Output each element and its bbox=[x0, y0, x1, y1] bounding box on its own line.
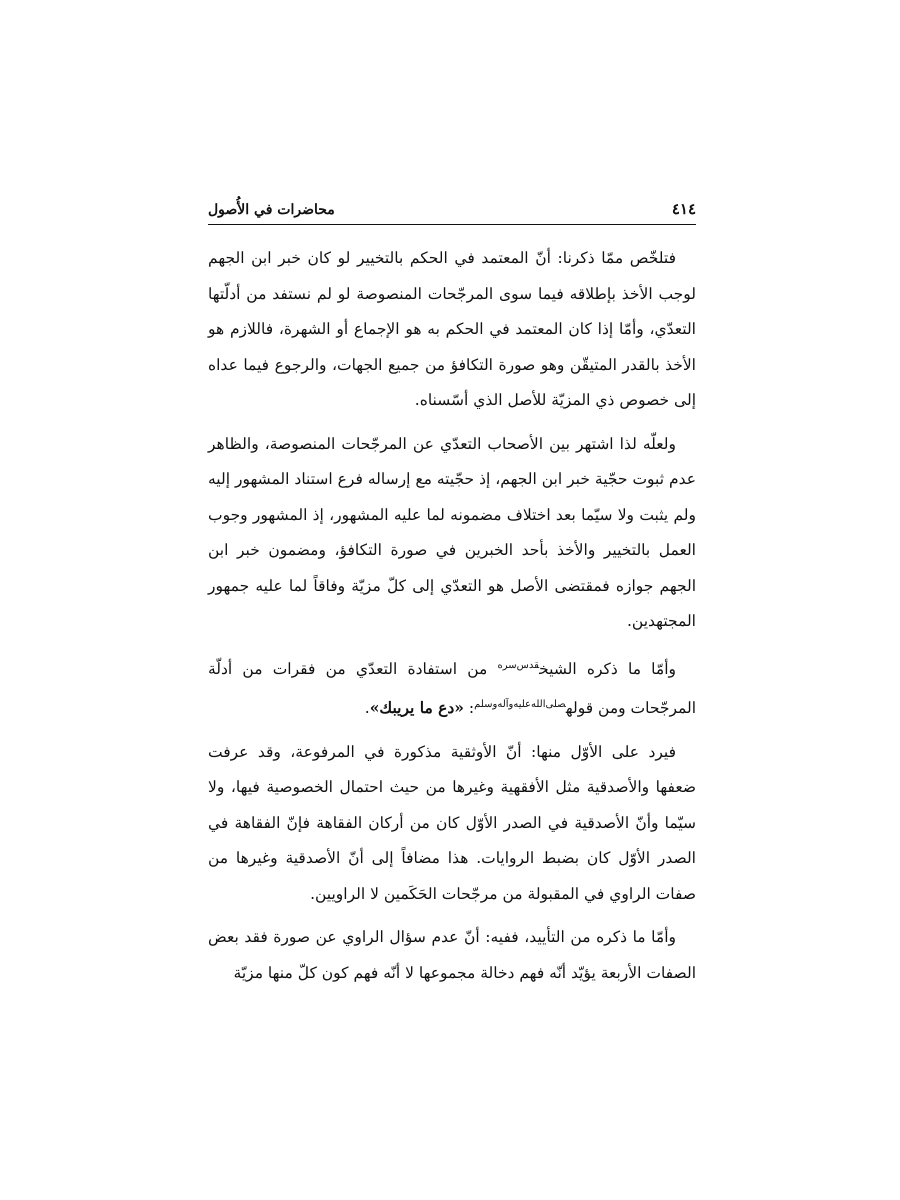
running-header bbox=[208, 200, 696, 225]
paragraph-3-text-a: وأمّا ما ذكره الشيخ bbox=[539, 659, 676, 678]
paragraph-3-text-d: . bbox=[364, 699, 370, 718]
hadith-quote: «دع ما يريبك» bbox=[369, 698, 464, 718]
paragraph-3 bbox=[208, 648, 696, 727]
book-page bbox=[208, 200, 696, 999]
paragraph-1: فتلخّص ممّا ذكرنا: أنّ المعتمد في الحكم بالتخيير لو كان خبر ابن الجهم لوجب الأخذ بإطلاقه فيما سوى المرجّحات المنصوصة لو لم نستفد من أدلّتها التعدّي، وأمّا إذا كان المعتمد في الحكم به هو الإجماع أو الشهرة، فاللازم هو الأخذ بالقدر المتيقّن وهو صورة التكافؤ من جميع الجهات، والرجوع فيما عداه إلى خصوص ذي المزيّة للأصل الذي أسّسناه. bbox=[208, 249, 696, 409]
page-number: ٤١٤ bbox=[671, 200, 696, 218]
paragraph-2: ولعلّه لذا اشتهر بين الأصحاب التعدّي عن المرجّحات المنصوصة، والظاهر عدم ثبوت حجّية خبر ابن الجهم، إذ حجّيته مع إرساله فرع استناد المشهور إليه ولم يثبت ولا سيّما بعد اختلاف مضمونه لما عليه المشهور، إذ المشهور وجوب العمل بالتخيير والأخذ بأحد الخبرين في صورة التكافؤ، ومضمون خبر ابن الجهم جوازه فمقتضى الأصل هو التعدّي إلى كلّ مزيّة وفاقاً لما عليه جمهور المجتهدين. bbox=[208, 434, 696, 630]
honorific-mark-prophet: صلى‌الله‌عليه‌وآله‌وسلم bbox=[474, 699, 566, 711]
paragraph-4: فيرد على الأوّل منها: أنّ الأوثقية مذكورة في المرفوعة، وقد عرفت ضعفها والأصدقية مثل الأفقهية وغيرها من حيث احتمال الخصوصية فيها، ولا سيّما وأنّ الأصدقية في الصدر الأوّل كان من أركان الفقاهة فإنّ الفقاهة في الصدر الأوّل كان بضبط الروايات. هذا مضافاً إلى أنّ الأصدقية وغيرها من صفات الراوي في المقبولة من مرجّحات الحَكَمين لا الراويين. bbox=[208, 742, 696, 903]
paragraph-3-text-b: من استفادة التعدّي من فقرات من أدلّة المرجّحات ومن قوله bbox=[208, 659, 696, 718]
body-text bbox=[208, 241, 696, 991]
book-title: محاضرات في الأُصول bbox=[208, 202, 335, 218]
honorific-mark-sheikh: قدس‌سره bbox=[497, 659, 540, 671]
paragraph-5: وأمّا ما ذكره من التأييد، ففيه: أنّ عدم سؤال الراوي عن صورة فقد بعض الصفات الأربعة يؤيّد أنّه فهم دخالة مجموعها لا أنّه فهم كون كلّ منها مزيّة bbox=[208, 928, 696, 982]
paragraph-3-text-c: : bbox=[464, 699, 475, 718]
